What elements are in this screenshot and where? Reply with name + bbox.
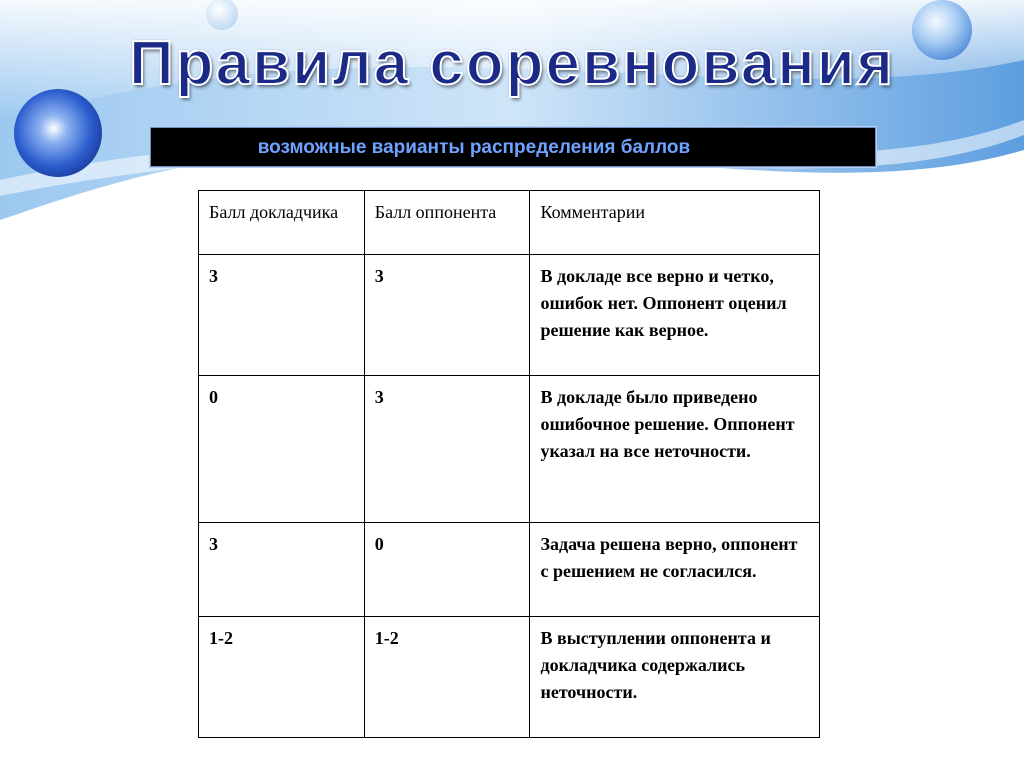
- header-comments: Комментарии: [530, 191, 820, 255]
- speaker-score-cell: 0: [199, 376, 365, 523]
- slide-title: Правила соревнования: [129, 29, 895, 98]
- comment-cell: В докладе было приведено ошибочное решение. Оппонент указал на все неточности.: [530, 376, 820, 523]
- table-header-row: [199, 191, 820, 255]
- speaker-score-cell: 3: [199, 523, 365, 617]
- subtitle-bar: [150, 127, 876, 167]
- opponent-score-cell: 1-2: [364, 617, 530, 738]
- table-row: [199, 617, 820, 738]
- speaker-score-cell: 3: [199, 255, 365, 376]
- table-row: [199, 523, 820, 617]
- comment-cell: В докладе все верно и четко, ошибок нет. Оппонент оценил решение как верное.: [530, 255, 820, 376]
- table-row: [199, 376, 820, 523]
- opponent-score-cell: 3: [364, 255, 530, 376]
- table-row: [199, 255, 820, 376]
- speaker-score-cell: 1-2: [199, 617, 365, 738]
- score-table: [198, 190, 820, 738]
- opponent-score-cell: 0: [364, 523, 530, 617]
- header-speaker-score: Балл докладчика: [199, 191, 365, 255]
- header-opponent-score: Балл оппонента: [364, 191, 530, 255]
- comment-cell: Задача решена верно, оппонент с решением не согласился.: [530, 523, 820, 617]
- opponent-score-cell: 3: [364, 376, 530, 523]
- comment-cell: В выступлении оппонента и докладчика содержались неточности.: [530, 617, 820, 738]
- subtitle-text: возможные варианты распределения баллов: [257, 137, 691, 158]
- decorative-sphere: [14, 89, 102, 177]
